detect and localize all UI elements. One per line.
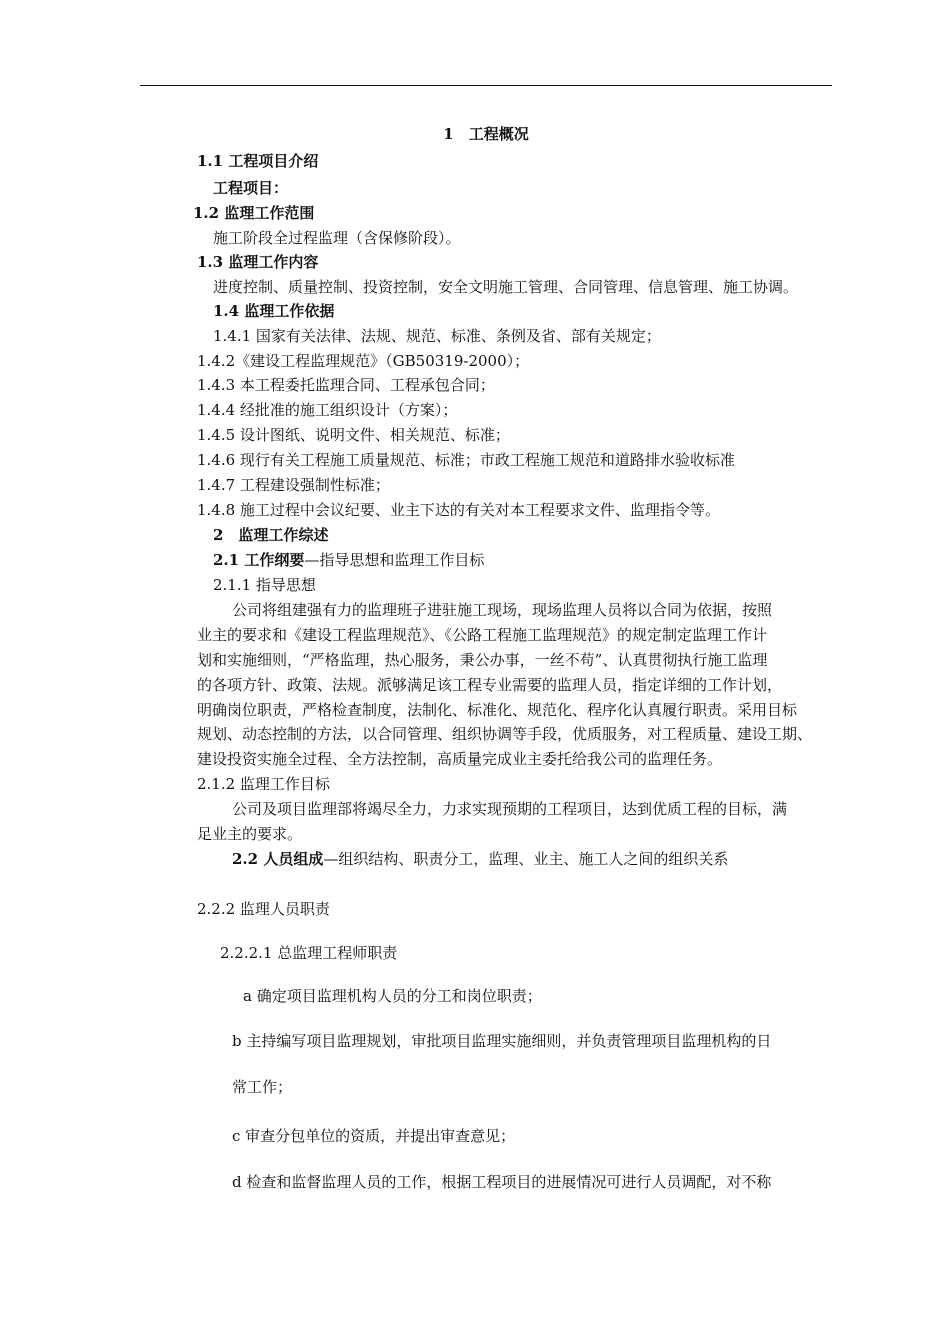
basis-item: 1.4.3 本工程委托监理合同、工程承包合同；	[197, 376, 495, 394]
guide-line: 明确岗位职责，严格检查制度，法制化、标准化、规范化、程序化认真履行职责。采用目标	[197, 701, 798, 719]
guide-line: 规划、动态控制的方法，以合同管理、组织协调等手段，优质服务，对工程质量、建设工期、	[197, 725, 813, 743]
duty-item: c 审查分包单位的资质，并提出审查意见；	[232, 1127, 516, 1145]
heading-2-2-2-1: 2.2.2.1 总监理工程师职责	[220, 944, 398, 962]
heading-2-1-rest: —指导思想和监理工作目标	[304, 551, 485, 569]
section-1-title: 1 工程概况	[443, 125, 529, 143]
duty-item: b 主持编写项目监理规划，审批项目监理实施细则，并负责管理项目监理机构的日	[232, 1032, 772, 1050]
heading-1-1: 1.1 工程项目介绍	[197, 152, 319, 170]
guide-line: 建设投资实施全过程、全方法控制，高质量完成业主委托给我公司的监理任务。	[197, 750, 723, 768]
heading-1-2: 1.2 监理工作范围	[193, 204, 315, 222]
duty-item: d 检查和监督监理人员的工作，根据工程项目的进展情况可进行人员调配，对不称	[232, 1173, 772, 1191]
heading-2-1-2: 2.1.2 监理工作目标	[197, 775, 330, 793]
guide-line: 公司将组建强有力的监理班子进驻施工现场，现场监理人员将以合同为依据，按照	[232, 601, 773, 619]
heading-2-2	[232, 849, 728, 869]
basis-item: 1.4.2《建设工程监理规范》（GB50319-2000）；	[197, 352, 530, 370]
guide-line: 的各项方针、政策、法规。派够满足该工程专业需要的监理人员，指定详细的工作计划，	[197, 676, 783, 694]
heading-2-1-bold: 2.1 工作纲要	[213, 551, 305, 569]
basis-item: 1.4.4 经批准的施工组织设计（方案）；	[197, 401, 458, 419]
duty-item: a 确定项目监理机构人员的分工和岗位职责；	[243, 987, 542, 1005]
guide-line: 业主的要求和《建设工程监理规范》、《公路工程施工监理规范》的规定制定监理工作计	[197, 626, 768, 644]
goal-line: 公司及项目监理部将竭尽全力，力求实现预期的工程项目，达到优质工程的目标，满	[232, 800, 788, 818]
header-rule	[140, 85, 832, 86]
basis-item: 1.4.7 工程建设强制性标准；	[197, 476, 390, 494]
scope-text: 施工阶段全过程监理（含保修阶段）。	[213, 229, 461, 247]
heading-2-2-2: 2.2.2 监理人员职责	[197, 900, 330, 918]
content-text: 进度控制、质量控制、投资控制，安全文明施工管理、合同管理、信息管理、施工协调。	[213, 278, 799, 296]
project-label: 工程项目：	[213, 179, 289, 197]
heading-2-2-rest: —组织结构、职责分工，监理、业主、施工人之间的组织关系	[323, 850, 729, 868]
heading-1-4: 1.4 监理工作依据	[213, 302, 335, 320]
basis-item: 1.4.1 国家有关法律、法规、规范、标准、条例及省、部有关规定；	[213, 327, 661, 345]
basis-item: 1.4.8 施工过程中会议纪要、业主下达的有关对本工程要求文件、监理指令等。	[197, 501, 720, 519]
goal-line: 足业主的要求。	[197, 825, 303, 843]
section-2-title: 2 监理工作综述	[213, 526, 329, 544]
basis-item: 1.4.6 现行有关工程施工质量规范、标准；市政工程施工规范和道路排水验收标准	[197, 451, 735, 469]
heading-2-1-1: 2.1.1 指导思想	[213, 576, 316, 594]
basis-item: 1.4.5 设计图纸、说明文件、相关规范、标准；	[197, 426, 510, 444]
heading-2-1	[213, 550, 484, 570]
guide-line: 划和实施细则，“严格监理，热心服务，秉公办事，一丝不苟”、认真贯彻执行施工监理	[197, 651, 768, 669]
heading-1-3: 1.3 监理工作内容	[197, 253, 319, 271]
heading-2-2-bold: 2.2 人员组成	[232, 850, 324, 868]
duty-item: 常工作；	[232, 1078, 293, 1096]
